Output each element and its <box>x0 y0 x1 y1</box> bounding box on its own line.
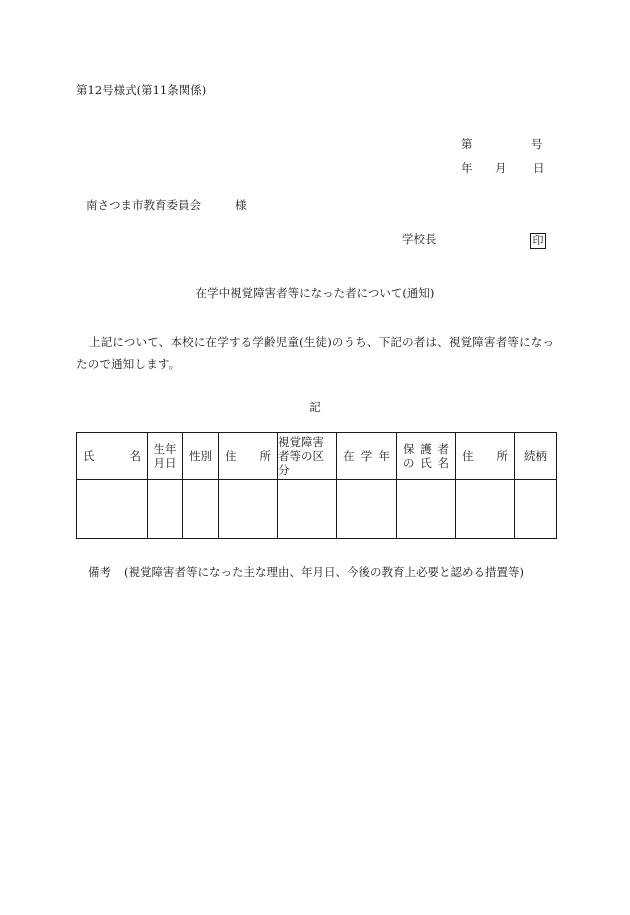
remarks-detail: (視覚障害者等になった主な理由、年月日、今後の教育上必要と認める措置等) <box>124 565 524 579</box>
header-guardian-name: 保 護 者 の 氏 名 <box>397 433 456 480</box>
cell-guardian-name[interactable] <box>397 480 456 539</box>
document-number-suffix: 号 <box>531 137 543 151</box>
header-impairment-category: 視覚障害 者等の区 分 <box>278 433 337 480</box>
document-number-prefix: 第 <box>461 137 473 151</box>
cell-relationship[interactable] <box>515 480 557 539</box>
cell-grade[interactable] <box>337 480 397 539</box>
recipient-name: 南さつま市教育委員会 <box>86 198 201 212</box>
cell-address[interactable] <box>219 480 278 539</box>
cell-sex[interactable] <box>183 480 219 539</box>
ki-heading: 記 <box>309 400 321 414</box>
header-sex: 性別 <box>183 433 219 480</box>
notice-body: 上記について、本校に在学する学齢児童(生徒)のうち、下記の者は、視覚障害者等になったので通知します。 <box>76 335 555 371</box>
cell-guardian-address[interactable] <box>456 480 515 539</box>
table-header-row <box>77 433 557 480</box>
date-day: 日 <box>533 161 545 175</box>
cell-birthdate[interactable] <box>148 480 183 539</box>
date-month: 月 <box>495 161 507 175</box>
header-relationship: 続柄 <box>515 433 557 480</box>
student-record-table <box>76 432 557 539</box>
form-number-label: 第12号様式(第11条関係) <box>76 83 207 97</box>
date-year: 年 <box>461 161 473 175</box>
header-grade: 在 学 年 <box>337 433 397 480</box>
header-name: 氏 名 <box>77 433 148 480</box>
table-row <box>77 480 557 539</box>
seal-stamp-box: 印 <box>530 233 546 249</box>
header-address: 住 所 <box>219 433 278 480</box>
cell-impairment-category[interactable] <box>278 480 337 539</box>
cell-name[interactable] <box>77 480 148 539</box>
notice-subject: 在学中視覚障害者等になった者について(通知) <box>195 286 435 300</box>
sender-title: 学校長 <box>402 232 437 246</box>
remarks-label: 備考 <box>88 565 111 579</box>
header-birthdate: 生年 月日 <box>148 433 183 480</box>
recipient-honorific: 様 <box>235 198 247 212</box>
header-guardian-address: 住 所 <box>456 433 515 480</box>
